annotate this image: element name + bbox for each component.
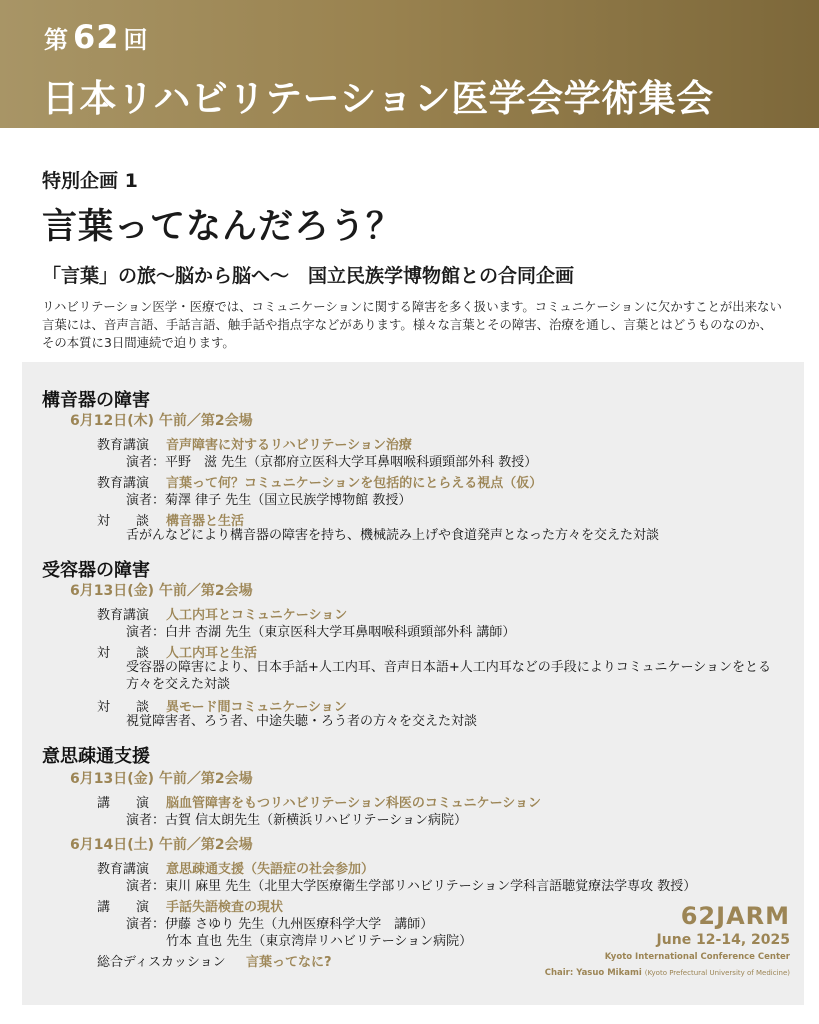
description: リハビリテーション医学・医療では、コミュニケーションに関する障害を多く扱います。コミュニケーションに欠かすことが出来ない言葉には、音声言語、手話言語、触手話や指点字などがあります。様々な言葉とその障害、治療を通し、言葉とはどうものなのか、その本質に3日間連続で迫ります。: [42, 299, 782, 350]
item-title: 意思疎通支援（失語症の社会参加）: [166, 862, 375, 877]
edition-suffix: 回: [123, 26, 149, 54]
section-title: 受容器の障害: [42, 560, 150, 581]
header-banner: [0, 0, 819, 128]
brand-venue: Kyoto International Conference Center: [604, 952, 790, 962]
session-date: 6月13日(金) 午前／第2会場: [70, 771, 253, 787]
special-program-label: 特別企画 1: [42, 170, 138, 192]
session-date: 6月13日(金) 午前／第2会場: [70, 583, 253, 599]
session-date: 6月12日(木) 午前／第2会場: [70, 413, 253, 429]
section-title: 意思疎通支援: [42, 746, 150, 767]
item-label: 教育講演: [97, 438, 150, 453]
main-title: 言葉ってなんだろう？: [42, 207, 403, 247]
item-title: 手話失語検査の現状: [166, 900, 284, 915]
item-title: 人工内耳とコミュニケーション: [166, 608, 348, 623]
item-speaker-second: 竹本 直也 先生（東京湾岸リハビリテーション病院）: [166, 934, 473, 949]
conference-title: 日本リハビリテーション医学会学術集会: [42, 77, 714, 120]
item-speaker: 演者：古賀 信太朗先生（新横浜リハビリテーション病院）: [126, 813, 467, 828]
item-note: 舌がんなどにより構音器の障害を持ち、機械読み上げや食道発声となった方々を交えた対談: [126, 528, 660, 543]
brand-logo: 62JARM: [680, 902, 790, 930]
item-label: 教育講演: [97, 476, 150, 491]
brand-dates: June 12-14, 2025: [656, 932, 790, 948]
item-speaker: 演者：東川 麻里 先生（北里大学医療衛生学部リハビリテーション学科言語聴覚療法学専攻 教授）: [126, 879, 697, 894]
item-speaker: 演者：白井 杏湖 先生（東京医科大学耳鼻咽喉科頭頸部外科 講師）: [126, 625, 516, 640]
edition-prefix: 第: [44, 26, 69, 54]
item-title: 音声障害に対するリハビリテーション治療: [166, 438, 412, 453]
item-title: 言葉って何？コミュニケーションを包括的にとらえる視点（仮）: [166, 476, 543, 491]
subtitle: 「言葉」の旅〜脳から脳へ〜 国立民族学博物館との合同企画: [42, 265, 575, 287]
item-title: 脳血管障害をもつリハビリテーション科医のコミュニケーション: [166, 796, 542, 811]
chair-name: Chair: Yasuo Mikami: [544, 968, 642, 978]
item-title: 人工内耳と生活: [166, 646, 258, 661]
item-label: 教育講演: [97, 608, 150, 623]
item-label: 教育講演: [97, 862, 150, 877]
session-date: 6月14日(土) 午前／第2会場: [70, 837, 253, 853]
brand-chair: [545, 968, 790, 978]
intro-section: [42, 166, 782, 352]
item-label: 対 談: [97, 646, 150, 661]
item-label: 講 演: [97, 900, 150, 915]
item-speaker: 演者：伊藤 さゆり 先生（九州医療科学大学 講師）: [126, 917, 434, 932]
program-panel: [22, 362, 804, 1005]
item-label: 対 談: [97, 700, 150, 715]
edition-number: 62: [73, 18, 120, 56]
item-speaker: 演者：平野 滋 先生（京都府立医科大学耳鼻咽喉科頭頸部外科 教授）: [126, 455, 538, 470]
item-title: 異モード間コミュニケーション: [166, 700, 347, 715]
chair-affiliation: (Kyoto Prefectural University of Medicine): [644, 969, 790, 977]
item-label: 講 演: [97, 796, 150, 811]
item-note: 視覚障害者、ろう者、中途失聴・ろう者の方々を交えた対談: [126, 714, 478, 729]
item-speaker: 演者：菊澤 律子 先生（国立民族学博物館 教授）: [126, 493, 412, 508]
item-title: 言葉ってなに?: [246, 955, 332, 970]
item-note: 受容器の障害により、日本手話+人工内耳、音声日本語+人工内耳などの手段によりコミュニケーションをとる方々を交えた対談: [126, 660, 772, 692]
item-label: 対 談: [97, 514, 150, 529]
brand-block: [545, 902, 790, 978]
section-title: 構音器の障害: [42, 390, 150, 411]
item-label: 総合ディスカッション: [97, 955, 226, 970]
item-title: 構音器と生活: [166, 514, 245, 529]
edition-label: [44, 18, 149, 56]
